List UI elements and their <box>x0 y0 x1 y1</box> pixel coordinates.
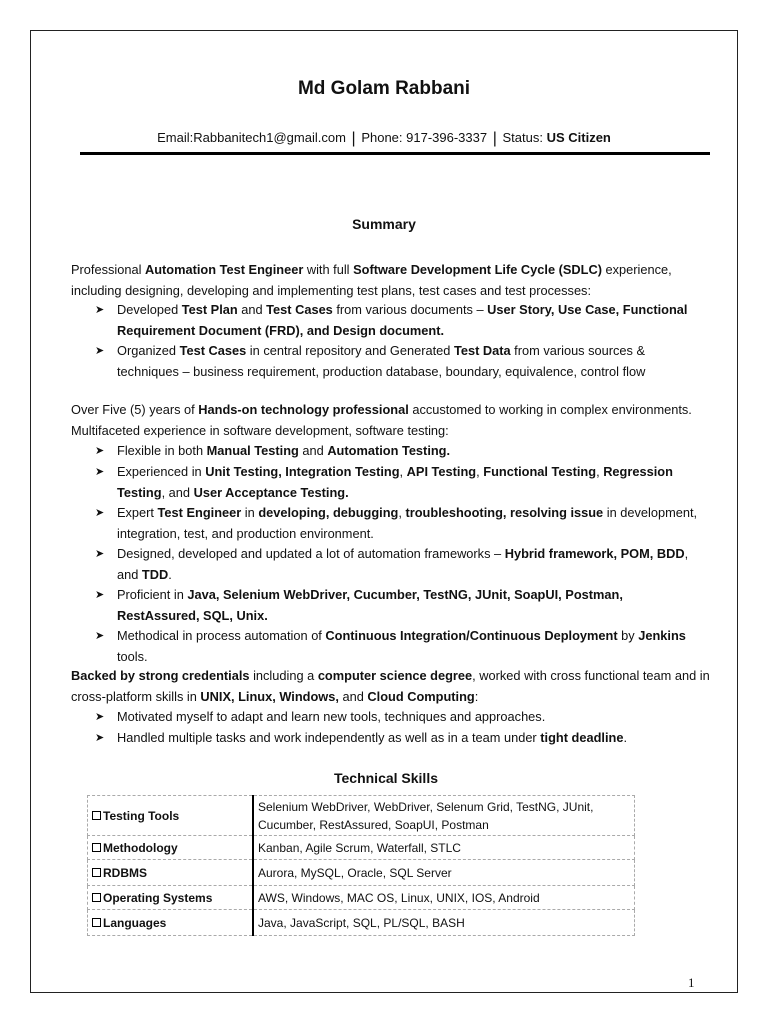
checkbox-icon <box>92 918 101 927</box>
skill-value: Aurora, MySQL, Oracle, SQL Server <box>253 860 635 886</box>
skill-key: Operating Systems <box>103 890 213 905</box>
checkbox-icon <box>92 893 101 902</box>
bullet-arrow-icon: ➤ <box>95 732 105 744</box>
bullet-item: Organized Test Cases in central repository and Generated Test Data from various sources & techniques – business requirement, production database, boundary, equivalence, control flow <box>117 343 646 379</box>
table-row <box>88 796 635 836</box>
skill-value: Selenium WebDriver, WebDriver, Selenum Grid, TestNG, JUnit, Cucumber, RestAssured, SoapUI, Postman <box>253 796 635 836</box>
skill-value: Kanban, Agile Scrum, Waterfall, STLC <box>253 836 635 860</box>
bullet-item: Motivated myself to adapt and learn new tools, techniques and approaches. <box>117 709 546 724</box>
skill-key: Languages <box>103 915 167 930</box>
summary-paragraph-1: Professional Automation Test Engineer with full Software Development Life Cycle (SDLC) experience, including designing, developing and implementing test plans, test cases and test processes: <box>71 262 672 298</box>
separator: | <box>351 130 356 147</box>
checkbox-icon <box>92 868 101 877</box>
skill-key: Testing Tools <box>103 808 180 823</box>
bullet-arrow-icon: ➤ <box>95 589 105 601</box>
table-row <box>88 836 635 860</box>
bullet-item: Handled multiple tasks and work independently as well as in a team under tight deadline. <box>117 730 627 745</box>
summary-heading: Summary <box>352 216 416 232</box>
table-row <box>88 910 635 936</box>
header-rule <box>80 152 710 155</box>
bullet-arrow-icon: ➤ <box>95 548 105 560</box>
bullet-item: Methodical in process automation of Continuous Integration/Continuous Deployment by Jenkins tools. <box>117 628 686 664</box>
technical-skills-heading: Technical Skills <box>333 770 438 786</box>
table-row <box>88 860 635 886</box>
summary-paragraph-2: Over Five (5) years of Hands-on technology professional accustomed to working in complex environments. Multifaceted experience in software development, software testing: <box>71 402 692 438</box>
bullet-arrow-icon: ➤ <box>95 711 105 723</box>
bullet-arrow-icon: ➤ <box>95 304 105 316</box>
bullet-arrow-icon: ➤ <box>95 345 105 357</box>
bullet-item: Designed, developed and updated a lot of automation frameworks – Hybrid framework, POM, BDD, and TDD. <box>117 546 689 582</box>
email: Email:Rabbanitech1@gmail.com <box>157 130 346 145</box>
status-value: US Citizen <box>546 130 611 145</box>
bullet-item: Flexible in both Manual Testing and Automation Testing. <box>117 443 451 458</box>
page-number: 1 <box>688 975 695 990</box>
bullet-item: Experienced in Unit Testing, Integration Testing, API Testing, Functional Testing, Regression Testing, and User Acceptance Testing. <box>117 464 673 500</box>
separator: | <box>492 130 497 147</box>
contact-line <box>0 130 768 148</box>
skills-table <box>87 795 635 936</box>
candidate-name: Md Golam Rabbani <box>297 78 471 99</box>
skill-value: Java, JavaScript, SQL, PL/SQL, BASH <box>253 910 635 936</box>
bullet-arrow-icon: ➤ <box>95 445 105 457</box>
checkbox-icon <box>92 811 101 820</box>
table-row <box>88 886 635 910</box>
bullet-item: Proficient in Java, Selenium WebDriver, Cucumber, TestNG, JUnit, SoapUI, Postman, RestAssured, SQL, Unix. <box>117 587 623 623</box>
bullet-arrow-icon: ➤ <box>95 507 105 519</box>
status-label: Status: <box>502 130 547 145</box>
bullet-item: Developed Test Plan and Test Cases from various documents – User Story, Use Case, Functional Requirement Document (FRD), and Design document. <box>117 302 688 338</box>
bullet-arrow-icon: ➤ <box>95 630 105 642</box>
skill-key: Methodology <box>103 840 178 855</box>
skill-key: RDBMS <box>103 865 147 880</box>
skill-value: AWS, Windows, MAC OS, Linux, UNIX, IOS, Android <box>253 886 635 910</box>
checkbox-icon <box>92 843 101 852</box>
bullet-item: Expert Test Engineer in developing, debugging, troubleshooting, resolving issue in development, integration, test, and production environment. <box>117 505 698 541</box>
phone: Phone: 917-396-3337 <box>361 130 488 145</box>
bullet-arrow-icon: ➤ <box>95 466 105 478</box>
summary-paragraph-3: Backed by strong credentials including a computer science degree, worked with cross functional team and in cross-platform skills in UNIX, Linux, Windows, and Cloud Computing: <box>71 668 710 704</box>
